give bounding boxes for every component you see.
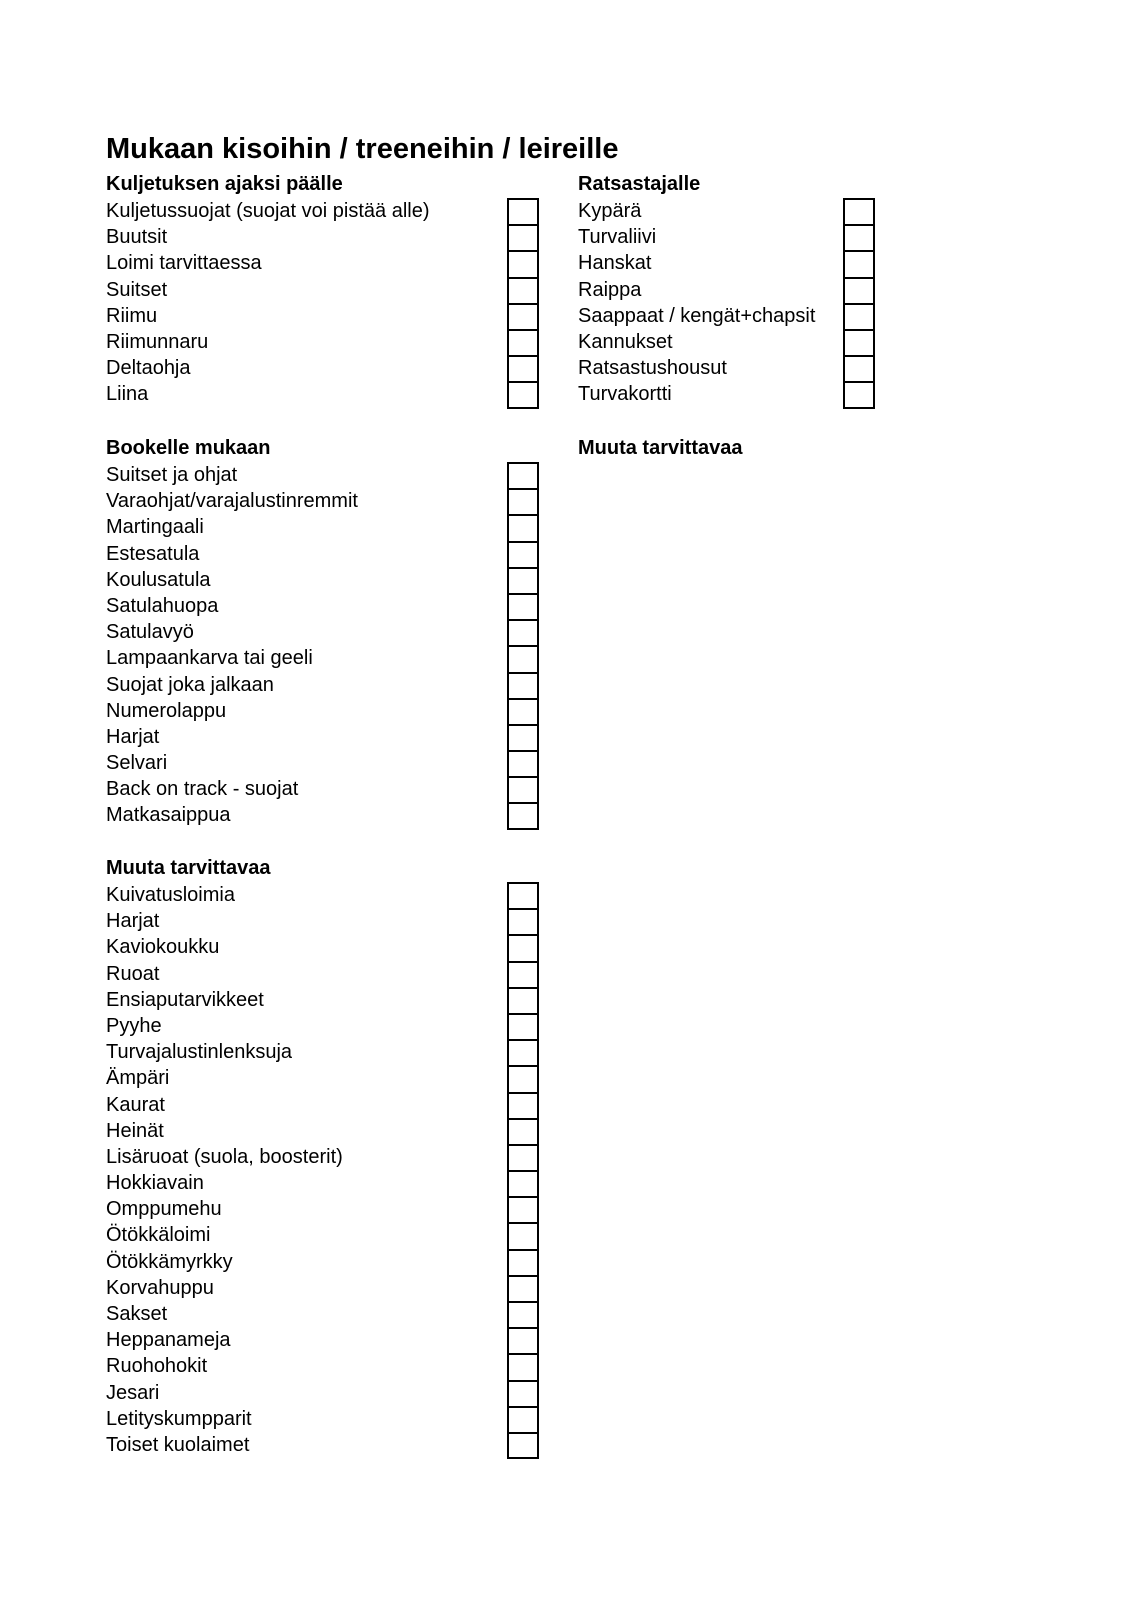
checklist (106, 462, 546, 829)
checklist-item-label: Sakset (106, 1303, 168, 1325)
checklist-item-label: Ämpäri (106, 1067, 170, 1090)
checklist-item-label: Letityskumpparit (106, 1407, 252, 1430)
checklist-item-label: Pyyhe (106, 1014, 162, 1037)
checklist-item-label: Kaviokoukku (106, 936, 220, 959)
checkbox[interactable] (507, 619, 539, 645)
checklist-item (106, 961, 546, 987)
checklist-item-label: Satulahuopa (106, 594, 219, 617)
checklist-item (106, 1065, 546, 1091)
checklist-item (106, 250, 546, 276)
checklist-item-label: Harjat (106, 725, 160, 748)
checkbox[interactable] (843, 198, 875, 224)
checklist-item-label: Ötökkäloimi (106, 1224, 211, 1247)
checklist-item (578, 355, 898, 381)
checklist-item (106, 1118, 546, 1144)
checklist-item (106, 882, 546, 908)
section-heading: Bookelle mukaan (106, 437, 271, 459)
checklist-item (578, 329, 898, 355)
checkbox[interactable] (507, 1170, 539, 1196)
checklist-item (106, 303, 546, 329)
checklist-item (106, 698, 546, 724)
checklist-item-label: Matkasaippua (106, 804, 231, 827)
checklist-item-label: Harjat (106, 910, 160, 933)
checklist-item-label: Lisäruoat (suola, boosterit) (106, 1145, 343, 1168)
checklist-item-label: Lampaankarva tai geeli (106, 647, 313, 670)
checklist-item-label: Ruoat (106, 962, 160, 985)
checkbox[interactable] (507, 882, 539, 908)
checklist (106, 882, 546, 1458)
checklist-item (578, 381, 898, 407)
checklist-item-label: Omppumehu (106, 1198, 222, 1221)
checklist-item-label: Martingaali (106, 516, 204, 539)
checklist-item-label: Riimu (106, 304, 158, 327)
checkbox[interactable] (507, 198, 539, 224)
checklist (106, 198, 546, 408)
checklist-item-label: Suitset ja ohjat (106, 464, 238, 486)
checklist-item-label: Koulusatula (106, 568, 211, 591)
checklist-item (106, 776, 546, 802)
checklist-item (578, 277, 898, 303)
checkbox[interactable] (843, 355, 875, 381)
checklist-item (106, 672, 546, 698)
checklist-item (106, 908, 546, 934)
checkbox[interactable] (507, 1065, 539, 1091)
checklist-item (106, 1380, 546, 1406)
checklist-item (106, 541, 546, 567)
checkbox[interactable] (507, 961, 539, 987)
checklist-item (106, 1353, 546, 1379)
section-heading: Muuta tarvittavaa (106, 857, 271, 879)
checkbox[interactable] (507, 541, 539, 567)
checkbox[interactable] (507, 672, 539, 698)
checkbox[interactable] (507, 277, 539, 303)
checklist-item-label: Turvakortti (578, 383, 672, 406)
checklist-item-label: Kannukset (578, 330, 673, 353)
checklist-item (106, 724, 546, 750)
checkbox[interactable] (507, 303, 539, 329)
checklist-item-label: Raippa (578, 278, 642, 301)
section-other (106, 854, 546, 1458)
checkbox[interactable] (843, 277, 875, 303)
checkbox[interactable] (507, 1222, 539, 1248)
checkbox[interactable] (507, 908, 539, 934)
checklist-item-label: Hokkiavain (106, 1172, 204, 1195)
checkbox[interactable] (507, 645, 539, 671)
checkbox[interactable] (507, 329, 539, 355)
checklist-item-label: Selvari (106, 752, 168, 775)
checklist-item-label: Ötökkämyrkky (106, 1250, 233, 1273)
section-heading: Kuljetuksen ajaksi päälle (106, 173, 343, 195)
checklist-item (106, 277, 546, 303)
checkbox[interactable] (843, 224, 875, 250)
checklist-item-label: Turvajalustinlenksuja (106, 1041, 293, 1064)
checklist-item-label: Toiset kuolaimet (106, 1433, 250, 1456)
checkbox[interactable] (843, 329, 875, 355)
checklist-item (106, 1301, 546, 1327)
checkbox[interactable] (507, 381, 539, 408)
checklist-item (106, 934, 546, 960)
checklist-item-label: Jesari (106, 1381, 160, 1404)
checklist-item (106, 1144, 546, 1170)
section-transport (106, 170, 546, 408)
checklist-item (106, 1222, 546, 1248)
checkbox[interactable] (507, 698, 539, 724)
checkbox[interactable] (507, 750, 539, 776)
checkbox[interactable] (507, 1406, 539, 1432)
checklist-item-label: Ratsastushousut (578, 357, 727, 380)
checkbox[interactable] (843, 303, 875, 329)
checklist-item (106, 329, 546, 355)
checklist-item (106, 567, 546, 593)
checklist-item (106, 488, 546, 514)
checkbox[interactable] (843, 250, 875, 276)
checklist-item-label: Loimi tarvittaessa (106, 252, 262, 275)
checkbox[interactable] (507, 1353, 539, 1379)
checklist-item-label: Numerolappu (106, 699, 227, 722)
checklist-item (106, 593, 546, 619)
checklist-item (106, 1275, 546, 1301)
checklist-item-label: Kuljetussuojat (suojat voi pistää alle) (106, 200, 430, 222)
section-heading: Ratsastajalle (578, 173, 701, 195)
checkbox[interactable] (507, 1013, 539, 1039)
section-box (106, 434, 546, 829)
checklist-item-label: Suojat joka jalkaan (106, 673, 274, 696)
checklist-item-label: Suitset (106, 278, 168, 301)
checklist (578, 198, 898, 408)
checklist-item (578, 303, 898, 329)
checklist-item-label: Riimunnaru (106, 330, 209, 353)
checklist-item-label: Ruohohokit (106, 1355, 208, 1378)
checklist-item (106, 802, 546, 828)
checklist-item-label: Kuivatusloimia (106, 884, 235, 906)
checkbox[interactable] (507, 488, 539, 514)
checkbox[interactable] (507, 1118, 539, 1144)
checklist-item-label: Liina (106, 383, 149, 406)
checkbox[interactable] (507, 776, 539, 802)
checklist-item-label: Varaohjat/varajalustinremmit (106, 490, 358, 513)
section-other-right (578, 434, 898, 462)
checkbox[interactable] (507, 987, 539, 1013)
checklist-item-label: Heinät (106, 1119, 164, 1142)
checkbox[interactable] (507, 462, 539, 488)
checklist-item (106, 198, 546, 224)
checkbox[interactable] (507, 1144, 539, 1170)
checklist-item (106, 1039, 546, 1065)
checklist-item (106, 1327, 546, 1353)
checkbox[interactable] (507, 514, 539, 540)
checklist-item-label: Buutsit (106, 226, 168, 249)
checklist-item (106, 355, 546, 381)
checklist-item (106, 224, 546, 250)
checklist-item (106, 645, 546, 671)
checklist-item-label: Korvahuppu (106, 1276, 214, 1299)
checkbox[interactable] (507, 224, 539, 250)
checklist-item (106, 1196, 546, 1222)
checklist-item-label: Satulavyö (106, 621, 194, 644)
checklist-item (106, 462, 546, 488)
checklist-item (106, 1432, 546, 1458)
checklist-item-label: Heppanameja (106, 1329, 231, 1352)
checklist-item-label: Hanskat (578, 252, 652, 275)
checkbox[interactable] (507, 1196, 539, 1222)
checklist-item-label: Back on track - suojat (106, 778, 299, 801)
checkbox[interactable] (507, 567, 539, 593)
checklist-item (106, 750, 546, 776)
checklist-item (106, 619, 546, 645)
checkbox[interactable] (507, 1432, 539, 1459)
checkbox[interactable] (507, 355, 539, 381)
checklist-item-label: Kaurat (106, 1093, 165, 1116)
checkbox[interactable] (507, 1275, 539, 1301)
checklist-item (106, 1406, 546, 1432)
checklist-item (106, 1170, 546, 1196)
section-rider (578, 170, 898, 408)
checklist-item-label: Turvaliivi (578, 226, 657, 249)
checkbox[interactable] (843, 381, 875, 408)
checklist-item (106, 514, 546, 540)
checklist-item (106, 1092, 546, 1118)
checkbox[interactable] (507, 250, 539, 276)
checkbox[interactable] (507, 802, 539, 829)
checklist-item (106, 381, 546, 407)
checkbox[interactable] (507, 1301, 539, 1327)
checklist-item-label: Kypärä (578, 200, 642, 222)
checkbox[interactable] (507, 724, 539, 750)
page-title: Mukaan kisoihin / treeneihin / leireille (106, 133, 619, 165)
checkbox[interactable] (507, 1092, 539, 1118)
checkbox[interactable] (507, 1327, 539, 1353)
checklist-item-label: Estesatula (106, 542, 200, 565)
checklist-item (578, 198, 898, 224)
checkbox[interactable] (507, 1249, 539, 1275)
section-heading: Muuta tarvittavaa (578, 437, 743, 459)
checkbox[interactable] (507, 934, 539, 960)
checklist-item-label: Deltaohja (106, 357, 191, 380)
checklist-item (106, 987, 546, 1013)
checklist-item-label: Ensiaputarvikkeet (106, 988, 264, 1011)
checklist-item (578, 224, 898, 250)
checklist-item-label: Saappaat / kengät+chapsit (578, 304, 816, 327)
checklist-item (578, 250, 898, 276)
checklist-item (106, 1249, 546, 1275)
checkbox[interactable] (507, 1039, 539, 1065)
checkbox[interactable] (507, 593, 539, 619)
checklist-item (106, 1013, 546, 1039)
checkbox[interactable] (507, 1380, 539, 1406)
